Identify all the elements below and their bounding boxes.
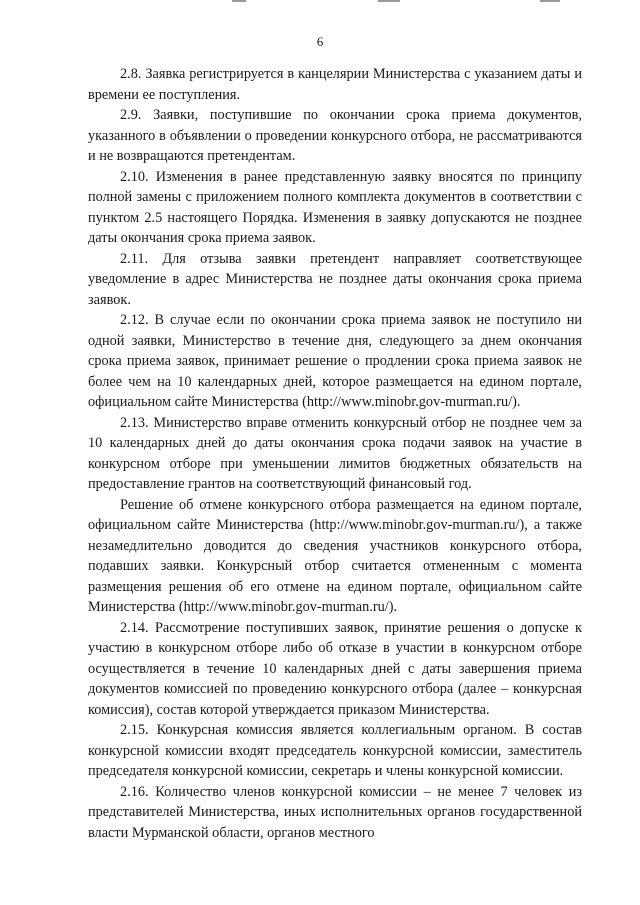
document-body	[88, 64, 582, 843]
paragraph-2-16: 2.16. Количество членов конкурсной комиссии – не менее 7 человек из представителей Министерства, иных исполнительных органов государственной власти Мурманской области, органов местного	[88, 783, 582, 841]
page-number: 6	[316, 34, 324, 49]
paragraph-2-8: 2.8. Заявка регистрируется в канцелярии Министерства с указанием даты и времени ее поступления.	[88, 66, 582, 103]
paragraph-2-13-continued: Решение об отмене конкурсного отбора размещается на едином портале, официальном сайте Министерства (http://www.minobr.gov-murman.ru/), а также незамедлительно доводится до сведения участников конкурсного отбора, подавших заявки. Конкурсный отбор считается отмененным с момента размещения решения об его отмене на едином портале, официальном сайте Министерства (http://www.minobr.gov-murman.ru/).	[88, 496, 582, 615]
paragraph-2-9: 2.9. Заявки, поступившие по окончании срока приема документов, указанного в объявлении о проведении конкурсного отбора, не рассматриваются и не возвращаются претендентам.	[88, 107, 582, 164]
paragraph-2-14: 2.14. Рассмотрение поступивших заявок, принятие решения о допуске к участию в конкурсном отборе либо об отказе в участии в конкурсном отборе осуществляется в течение 10 календарных дней с даты завершения приема документов комиссией по проведению конкурсного отбора (далее – конкурсная комиссия), состав которой утверждается приказом Министерства.	[88, 619, 582, 718]
scan-artifact	[232, 0, 246, 2]
paragraph-2-12: 2.12. В случае если по окончании срока приема заявок не поступило ни одной заявки, Министерство в течение дня, следующего за днем окончания срока приема заявок, принимает решение о продлении срока приема заявок не более чем на 10 календарных дней, которое размещается на едином портале, официальном сайте Министерства (http://www.minobr.gov-murman.ru/).	[88, 312, 582, 410]
paragraph-2-10: 2.10. Изменения в ранее представленную заявку вносятся по принципу полной замены с приложением полного комплекта документов в соответствии с пунктом 2.5 настоящего Порядка. Изменения в заявку допускаются не позднее даты окончания срока приема заявок.	[88, 168, 582, 246]
paragraph-2-15: 2.15. Конкурсная комиссия является коллегиальным органом. В состав конкурсной комиссии входят председатель конкурсной комиссии, заместитель председателя конкурсной комиссии, секретарь и члены конкурсной комиссии.	[88, 722, 582, 779]
scan-artifact	[540, 0, 560, 2]
paragraph-2-13: 2.13. Министерство вправе отменить конкурсный отбор не позднее чем за 10 календарных дней до даты окончания срока подачи заявок на участие в конкурсном отборе при уменьшении лимитов бюджетных обязательств на предоставление грантов на соответствующий финансовый год.	[88, 414, 582, 492]
scan-artifact	[378, 0, 400, 2]
paragraph-2-11: 2.11. Для отзыва заявки претендент направляет соответствующее уведомление в адрес Министерства не позднее даты окончания срока приема заявок.	[88, 250, 582, 308]
